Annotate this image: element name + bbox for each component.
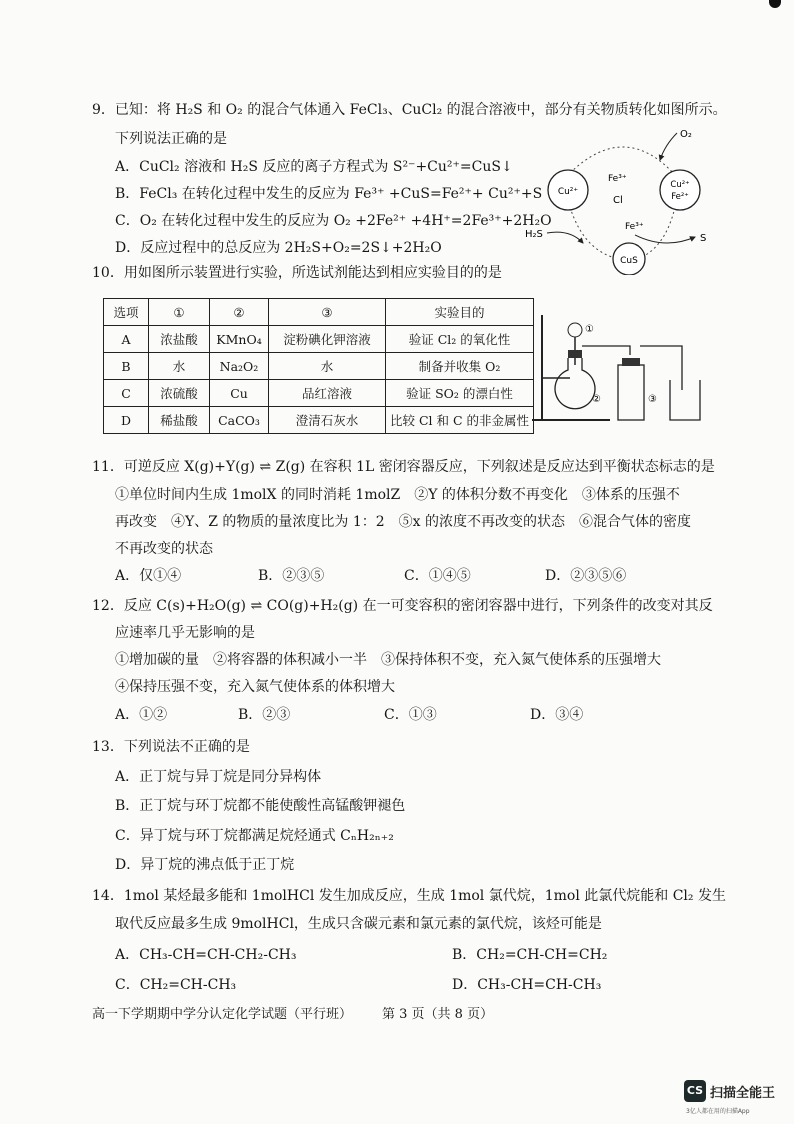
q13-option-b: B．正丁烷与环丁烷都不能使酸性高锰酸钾褪色 [115,798,406,814]
q10-stem: 10．用如图所示装置进行实验，所选试剂能达到相应实验目的的是 [92,265,502,281]
table-cell: KMnO₄ [210,326,269,353]
q9-conversion-diagram [525,125,725,275]
stopper [568,350,582,358]
o2-label: O₂ [680,129,692,140]
cycle-top-arc [570,147,675,175]
table-cell: 浓硫酸 [149,380,210,407]
footer-page-number: 第 3 页（共 8 页） [382,1007,494,1022]
q13-option-c: C．异丁烷与环丁烷都满足烷烃通式 CₙH₂ₙ₊₂ [115,828,394,844]
fe3-arrow [635,235,695,243]
watermark-title: 扫描全能王 [710,1086,776,1101]
q9-stem-line1: 9．已知：将 H₂S 和 O₂ 的混合气体通入 FeCl₃、CuCl₂ 的混合溶液中，部分有关物质转化如图所示。 [92,102,727,118]
q12-option-c: C．①③ [384,707,437,723]
tube-1 [582,346,630,355]
q10-table [103,298,534,434]
table-cell: 稀盐酸 [149,407,210,434]
q13-option-a: A．正丁烷与异丁烷是同分异构体 [115,769,322,785]
h2s-arrow [547,232,583,243]
cu-fe-label-top: Cu²⁺ [670,180,690,190]
table-cell: A [104,326,149,353]
q14-option-a: A．CH₃-CH=CH-CH₂-CH₃ [115,947,297,963]
table-row [104,353,534,380]
table-cell: 水 [269,353,386,380]
tube-2 [640,346,682,390]
table-cell: 浓盐酸 [149,326,210,353]
q12-line4: ④保持压强不变，充入氮气使体系的体积增大 [115,679,395,695]
q14-option-d: D．CH₃-CH=CH-CH₃ [452,977,602,993]
table-cell: 品红溶液 [269,380,386,407]
label-2: ② [592,394,601,405]
h2s-label: H₂S [525,229,543,240]
table-row [104,407,534,434]
q11-line4: 不再改变的状态 [115,541,213,557]
table-cell: 验证 Cl₂ 的氧化性 [386,326,534,353]
table-cell: CaCO₃ [210,407,269,434]
q11-line2: ①单位时间内生成 1molX 的同时消耗 1molZ ②Y 的体积分数不再变化 ③体系的压强不 [115,487,680,503]
q14-line2: 取代反应最多生成 9molHCl，生成只含碳元素和氯元素的氯代烷，该烃可能是 [115,916,602,932]
gas-bottle [618,365,644,420]
cl-label: Cl [613,195,623,206]
table-cell: 比较 Cl 和 C 的非金属性 [386,407,534,434]
header-cell: ① [149,299,210,326]
q14-option-c: C．CH₂=CH-CH₃ [115,977,237,993]
q12-option-d: D．③④ [530,707,584,723]
scan-mark [769,0,781,8]
header-cell: ② [210,299,269,326]
table-cell: D [104,407,149,434]
table-cell: B [104,353,149,380]
watermark-subtitle: 3亿人都在用的扫描App [686,1108,750,1115]
fe3-mid-label: Fe³⁺ [625,222,644,232]
table-cell: 验证 SO₂ 的漂白性 [386,380,534,407]
header-cell: ③ [269,299,386,326]
scanner-watermark [684,1080,784,1116]
label-3: ③ [648,394,657,405]
table-cell: Na₂O₂ [210,353,269,380]
q13-option-d: D．异丁烷的沸点低于正丁烷 [115,857,295,873]
header-cell: 选项 [104,299,149,326]
q11-option-c: C．①④⑤ [404,568,471,584]
cu-fe-label-bottom: Fe²⁺ [671,192,689,202]
table-cell: 制备并收集 O₂ [386,353,534,380]
table-row [104,326,534,353]
table-cell: 淀粉碘化钾溶液 [269,326,386,353]
table-cell: 澄清石灰水 [269,407,386,434]
o2-arrow [660,133,677,160]
q9-option-c: C．O₂ 在转化过程中发生的反应为 O₂ +2Fe²⁺ +4H⁺=2Fe³⁺+2H₂O [115,213,552,229]
fe3-top-label: Fe³⁺ [608,174,627,184]
page-footer [92,1003,494,1022]
table-cell: 水 [149,353,210,380]
footer-title: 高一下学期期中学分认定化学试题（平行班） [92,1007,353,1022]
q11-option-a: A．仅①④ [115,568,182,584]
q11-option-d: D．②③⑤⑥ [545,568,627,584]
q12-option-a: A．①② [115,707,168,723]
cu-label: Cu²⁺ [557,187,579,197]
flask [555,358,595,409]
bottle-stopper [622,358,640,366]
q10-apparatus-diagram [530,310,720,430]
s-label: S [700,233,707,244]
table-row [104,380,534,407]
q9-stem-line2: 下列说法正确的是 [115,131,227,147]
table-cell: C [104,380,149,407]
table-header-row [104,299,534,326]
q9-option-d: D．反应过程中的总反应为 2H₂S+O₂=2S↓+2H₂O [115,240,442,256]
q12-line1: 12．反应 C(s)+H₂O(g) ⇌ CO(g)+H₂(g) 在一可变容积的密闭容器中进行，下列条件的改变对其反 [92,598,713,614]
q12-line2: 应速率几乎无影响的是 [115,625,255,641]
camscanner-logo-icon: CS [684,1080,706,1102]
q11-line1: 11．可逆反应 X(g)+Y(g) ⇌ Z(g) 在容积 1L 密闭容器反应，下列叙述是反应达到平衡状态标志的是 [92,459,715,475]
q12-option-b: B．②③ [238,707,291,723]
q14-line1: 14．1mol 某烃最多能和 1molHCl 发生加成反应，生成 1mol 氯代烷，1mol 此氯代烷能和 Cl₂ 发生 [92,888,726,904]
cu-fe-circle [660,170,700,210]
q12-line3: ①增加碳的量 ②将容器的体积减小一半 ③保持体积不变，充入氮气使体系的压强增大 [115,652,661,668]
header-cell: 实验目的 [386,299,534,326]
q11-option-b: B．②③⑤ [258,568,325,584]
q9-option-a: A．CuCl₂ 溶液和 H₂S 反应的离子方程式为 S²⁻+Cu²⁺=CuS↓ [115,159,513,175]
cus-label: CuS [620,256,638,266]
q13-stem: 13．下列说法不正确的是 [92,739,250,755]
table-cell: Cu [210,380,269,407]
beaker [670,380,700,420]
label-1: ① [585,324,594,335]
q14-option-b: B．CH₂=CH-CH=CH₂ [452,947,608,963]
q9-option-b: B．FeCl₃ 在转化过程中发生的反应为 Fe³⁺ +CuS=Fe²⁺+ Cu²⁺+S [115,186,543,202]
funnel-bulb [568,323,582,337]
q11-line3: 再改变 ④Y、Z 的物质的量浓度比为 1：2 ⑤x 的浓度不再改变的状态 ⑥混合气体的密度 [115,514,692,530]
